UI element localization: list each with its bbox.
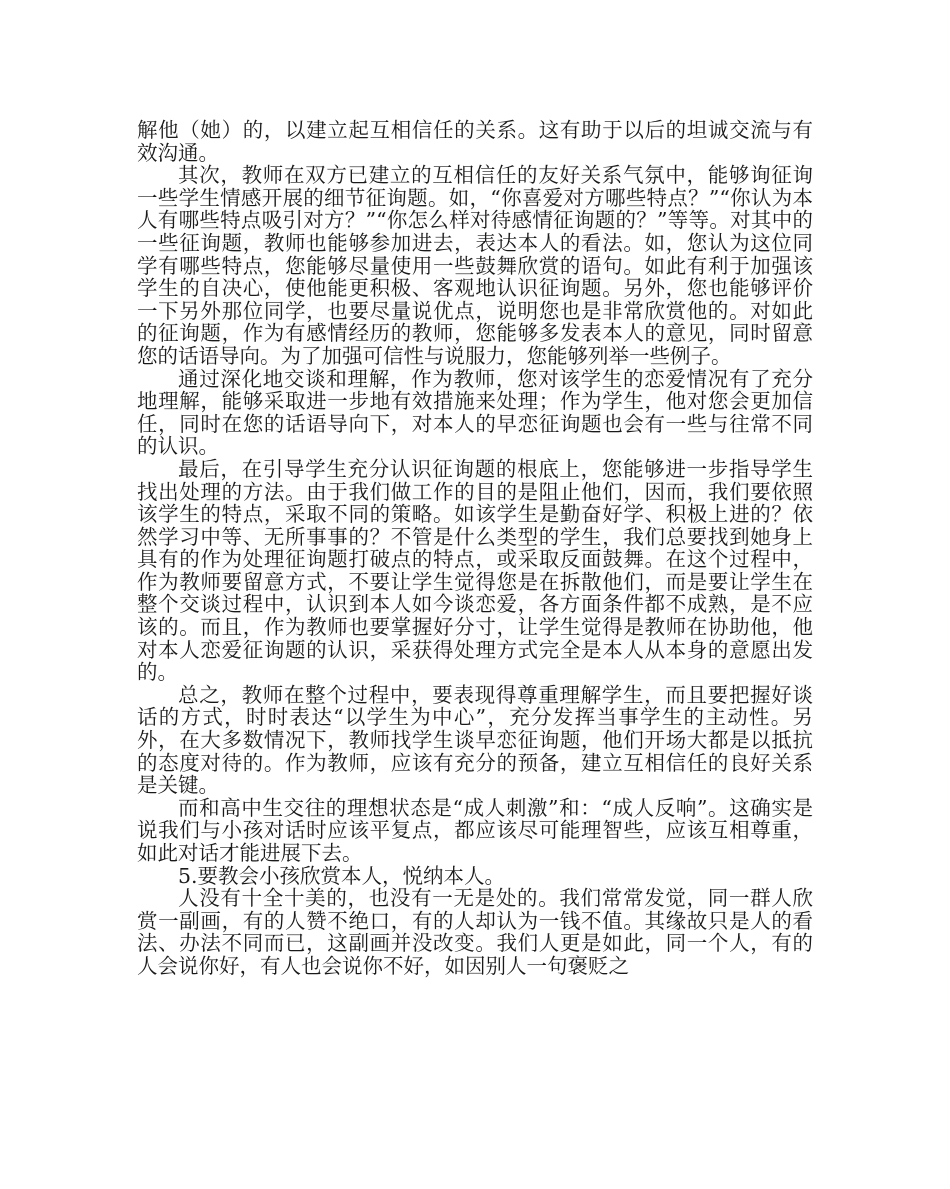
document-page (137, 119, 813, 978)
paragraph: 解他（她）的，以建立起互相信任的关系。这有助于以后的坦诚交流与有效沟通。 (137, 118, 813, 165)
paragraph: 而和高中生交往的理想状态是“成人刺激”和：“成人反响”。这确实是说我们与小孩对话时应该平复点，都应该尽可能理智些，应该互相尊重，如此对话才能进展下去。 (137, 795, 813, 865)
paragraph: 最后，在引导学生充分认识征询题的根底上，您能够进一步指导学生找出处理的方法。由于我们做工作的目的是阻止他们，因而，我们要依照该学生的特点，采取不同的策略。如该学生是勤奋好学、积极上进的？依然学习中等、无所事事的？不管是什么类型的学生，我们总要找到她身上具有的作为处理征询题打破点的特点，或采取反面鼓舞。在这个过程中，作为教师要留意方式，不要让学生觉得您是在拆散他们，而是要让学生在整个交谈过程中，认识到本人如今谈恋爱，各方面条件都不成熟，是不应该的。而且，作为教师也要掌握好分寸，让学生觉得是教师在协助他，他对本人恋爱征询题的认识，采获得处理方式完全是本人从本身的意愿出发的。 (137, 456, 813, 685)
paragraph: 人没有十全十美的，也没有一无是处的。我们常常发觉，同一群人欣赏一副画，有的人赞不绝口，有的人却认为一钱不值。其缘故只是人的看法、办法不同而已，这副画并没改变。我们人更是如此，同一个人，有的人会说你好，有人也会说你不好，如因别人一句褒贬之 (137, 886, 813, 978)
paragraph: 总之，教师在整个过程中，要表现得尊重理解学生，而且要把握好谈话的方式，时时表达“以学生为中心”，充分发挥当事学生的主动性。另外，在大多数情况下，教师找学生谈早恋征询题，他们开场大都是以抵抗的态度对待的。作为教师，应该有充分的预备，建立互相信任的良好关系是关键。 (137, 682, 813, 798)
section-heading: 5.要教会小孩欣赏本人，悦纳本人。 (178, 863, 506, 888)
paragraph: 其次，教师在双方已建立的互相信任的友好关系气氛中，能够询征询一些学生情感开展的细节征询题。如，“你喜爱对方哪些特点？”“你认为本人有哪些特点吸引对方？”“你怎么样对待感情征询题的？”等等。对其中的一些征询题，教师也能够参加进去，表达本人的看法。如，您认为这位同学有哪些特点，您能够尽量使用一些鼓舞欣赏的语句。如此有利于加强该学生的自决心，使他能更积极、客观地认识征询题。另外，您也能够评价一下另外那位同学，也要尽量说优点，说明您也是非常欣赏他的。对如此的征询题，作为有感情经历的教师，您能够多发表本人的意见，同时留意您的话语导向。为了加强可信性与说服力，您能够列举一些例子。 (137, 163, 813, 368)
paragraph: 通过深化地交谈和理解，作为教师，您对该学生的恋爱情况有了充分地理解，能够采取进一步地有效措施来处理；作为学生，他对您会更加信任，同时在您的话语导向下，对本人的早恋征询题也会有一些与往常不同的认识。 (137, 366, 813, 459)
